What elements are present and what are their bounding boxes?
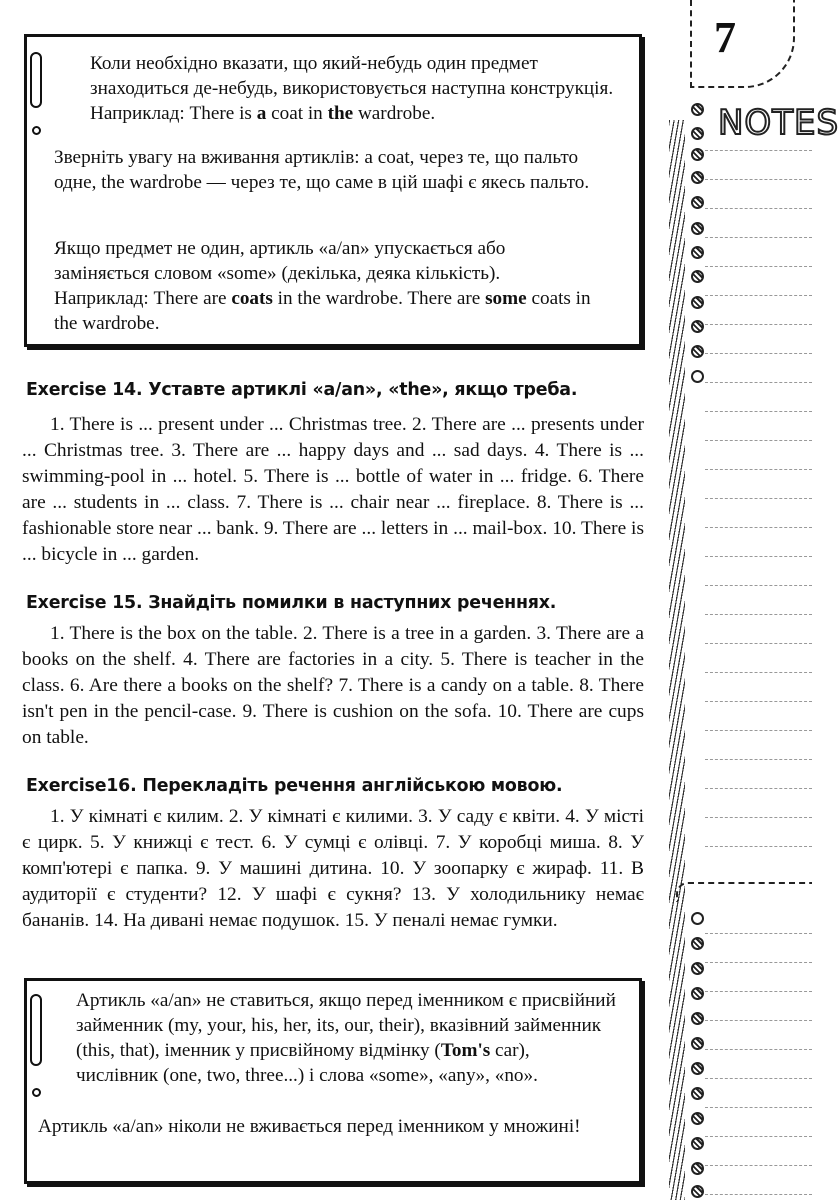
ruled-line bbox=[705, 208, 812, 209]
binding-ring-icon bbox=[691, 1012, 704, 1025]
binding-ring-icon bbox=[691, 246, 704, 259]
exercise-14-title: Exercise 14. Уставте артиклі «a/an», «the», якщо треба. bbox=[26, 380, 578, 400]
ruled-line bbox=[705, 962, 812, 963]
ruled-line bbox=[705, 556, 812, 557]
ruled-line bbox=[705, 1078, 812, 1079]
ruled-line bbox=[705, 527, 812, 528]
ruled-line bbox=[705, 585, 812, 586]
notes-title: NOTES bbox=[718, 103, 839, 143]
ruled-line bbox=[705, 237, 812, 238]
ruled-line bbox=[705, 179, 812, 180]
ruled-line bbox=[705, 295, 812, 296]
ruled-line bbox=[705, 1107, 812, 1108]
binding-ring-icon bbox=[691, 962, 704, 975]
exclamation-icon bbox=[30, 994, 42, 1066]
ruled-line bbox=[705, 324, 812, 325]
ruled-line bbox=[705, 1049, 812, 1050]
note-intro: Коли необхідно вказати, що який-небудь один предмет знаходиться де-небудь, використовується наступна конструкція. Наприклад: There is a coat in the wardrobe. bbox=[90, 53, 614, 124]
binding-ring-icon bbox=[691, 196, 704, 209]
exclamation-icon bbox=[30, 52, 42, 108]
binding-ring-icon bbox=[691, 1112, 704, 1125]
exercise-14-body: 1. There is ... present under ... Christmas tree. 2. There are ... presents under ... Christmas tree. 3. There are ... happy days and ... sad days. 4. There is ... swimming-pool in ... hotel. 5. There is ... bottle of water in ... fridge. 6. There are ... students in ... class. 7. There is ... chair near ... fireplace. 8. There is ... fashionable store near ... bank. 9. There are ... letters in ... mail-box. 10. There is ... bicycle in ... garden. bbox=[22, 414, 644, 565]
ruled-line bbox=[705, 933, 812, 934]
ruled-line bbox=[705, 991, 812, 992]
binding-ring-icon bbox=[691, 937, 704, 950]
note-article-usage: Зверніть увагу на вживання артиклів: a coat, через те, що пальто одне, the wardrobe — через те, що саме в цій шафі є якесь пальто. bbox=[54, 147, 590, 193]
ruled-line bbox=[705, 150, 812, 151]
exercise-16-body: 1. У кімнаті є килим. 2. У кімнаті є килими. 3. У саду є квіти. 4. У місті є цирк. 5. У книжці є тест. 6. У сумці є олівці. 7. У коробці миша. 8. У комп'ютері є папка. 9. У машині дитина. 10. У зоопарку є жираф. 11. В аудиторії є студенти? 12. У шафі є сукня? 13. У холодильнику немає бананів. 14. На дивані немає подушок. 15. У пеналі немає гумки. bbox=[22, 806, 644, 931]
binding-ring-icon bbox=[691, 1185, 704, 1198]
ruled-line bbox=[705, 498, 812, 499]
binding-ring-icon bbox=[691, 1162, 704, 1175]
binding-ring-icon bbox=[691, 345, 704, 358]
exclamation-dot-icon bbox=[32, 1088, 41, 1097]
binding-ring-icon bbox=[691, 270, 704, 283]
binding-ring-icon bbox=[691, 987, 704, 1000]
ruled-line bbox=[705, 353, 812, 354]
binding-ring-icon bbox=[691, 320, 704, 333]
binding-ring-icon bbox=[691, 1087, 704, 1100]
ruled-line bbox=[705, 1194, 812, 1195]
cut-line bbox=[676, 882, 812, 902]
ruled-line bbox=[705, 759, 812, 760]
ruled-line bbox=[705, 730, 812, 731]
ruled-line bbox=[705, 788, 812, 789]
ruled-line bbox=[705, 643, 812, 644]
note-plural-usage: Якщо предмет не один, артикль «a/an» упускається або заміняється словом «some» (декілька, деяка кількість). Наприклад: There are coats in the wardrobe. There are some coats in the wardrobe. bbox=[54, 238, 591, 334]
ruled-line bbox=[705, 672, 812, 673]
exercise-15-body: 1. There is the box on the table. 2. There is a tree in a garden. 3. There are a books on the shelf. 4. There are factories in a city. 5. There is teacher in the class. 6. Are there a books on the shelf? 7. There is a candy on a table. 8. There isn't pen in the pencil-case. 9. There is cushion on the sofa. 10. There are cups on table. bbox=[22, 623, 644, 748]
binding-ring-icon bbox=[691, 103, 704, 116]
ruled-line bbox=[705, 1020, 812, 1021]
exercise-16-title: Exercise16. Перекладіть речення англійською мовою. bbox=[26, 776, 563, 796]
page-number: 7 bbox=[714, 13, 736, 62]
note-plural-rule: Артикль «a/an» ніколи не вживається перед іменником у множині! bbox=[38, 1116, 581, 1137]
ruled-line bbox=[705, 1165, 812, 1166]
spiral-binding bbox=[669, 120, 685, 1200]
binding-ring-icon bbox=[691, 171, 704, 184]
binding-ring-icon bbox=[691, 1137, 704, 1150]
ruled-line bbox=[705, 701, 812, 702]
ruled-line bbox=[705, 266, 812, 267]
ruled-line bbox=[705, 817, 812, 818]
ruled-line bbox=[705, 846, 812, 847]
exclamation-dot-icon bbox=[32, 126, 41, 135]
ruled-line bbox=[705, 440, 812, 441]
binding-ring-icon bbox=[691, 148, 704, 161]
exercise-15-title: Exercise 15. Знайдіть помилки в наступних реченнях. bbox=[26, 593, 557, 613]
binding-ring-icon bbox=[691, 127, 704, 140]
binding-ring-icon bbox=[691, 370, 704, 383]
binding-ring-icon bbox=[691, 222, 704, 235]
binding-ring-icon bbox=[691, 912, 704, 925]
note-article-exceptions: Артикль «a/an» не ставиться, якщо перед іменником є присвійний займенник (my, your, his, her, its, our, their), вказівний займенник (this, that), іменник у присвійному відмінку (Tom's car), числівник (one, two, three...) і слова «some», «any», «no». bbox=[76, 990, 616, 1086]
ruled-line bbox=[705, 382, 812, 383]
ruled-line bbox=[705, 469, 812, 470]
binding-ring-icon bbox=[691, 1062, 704, 1075]
ruled-line bbox=[705, 411, 812, 412]
binding-ring-icon bbox=[691, 1037, 704, 1050]
binding-ring-icon bbox=[691, 296, 704, 309]
ruled-line bbox=[705, 614, 812, 615]
ruled-line bbox=[705, 1136, 812, 1137]
